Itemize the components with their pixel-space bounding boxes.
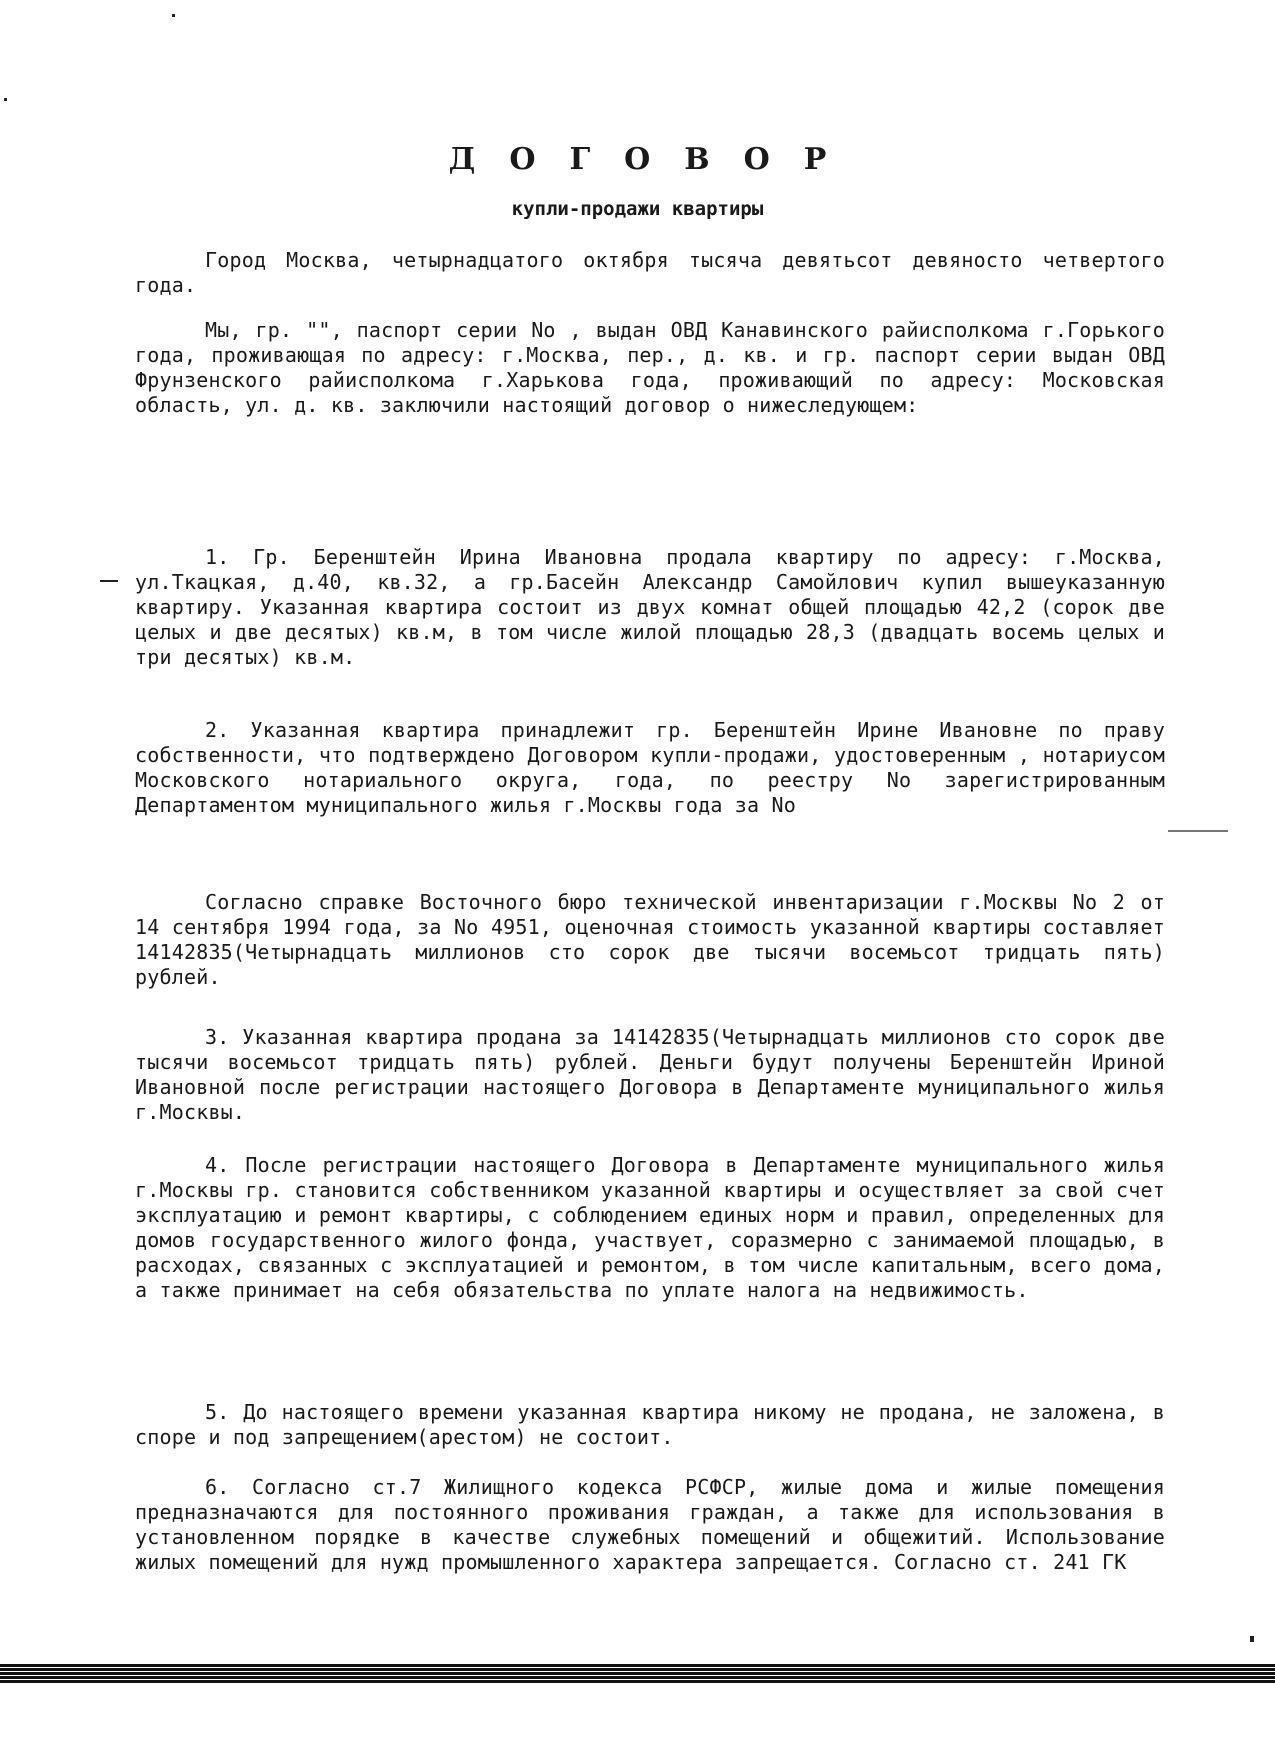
scan-speck	[172, 14, 175, 17]
paragraph-place-date: Город Москва, четырнадцатого октября тысяча девятьсот девяносто четвертого года.	[135, 248, 1165, 297]
paragraph-6-housing-code: 6. Согласно ст.7 Жилищного кодекса РСФСР, жилые дома и жилые помещения предназначаются для постоянного проживания граждан, а также для использования в установленном порядке в качестве служебных помещений и общежитий. Использование жилых помещений для нужд промышленного характера запрещается. Согласно ст. 241 ГК	[135, 1475, 1165, 1574]
paragraph-parties: Мы, гр. "", паспорт серии No , выдан ОВД Канавинского райисполкома г.Горького года, проживающая по адресу: г.Москва, пер., д. кв. и гр. паспорт серии выдан ОВД Фрунзенского райисполкома г.Харькова года, проживающий по адресу: Московская область, ул. д. кв. заключили настоящий договор о нижеследующем:	[135, 318, 1165, 417]
paragraph-1-sale: 1. Гр. Беренштейн Ирина Ивановна продала квартиру по адресу: г.Москва, ул.Ткацкая, д.40, кв.32, а гр.Басейн Александр Самойлович купил вышеуказанную квартиру. Указанная квартира состоит из двух комнат общей площадью 42,2 (сорок две целых и две десятых) кв.м, в том числе жилой площадью 28,3 (двадцать восемь целых и три десятых) кв.м.	[135, 545, 1165, 669]
scan-speck	[1250, 1636, 1254, 1642]
scan-speck	[1168, 830, 1228, 832]
document-subtitle: купли-продажи квартиры	[511, 198, 764, 220]
scan-speck	[100, 580, 118, 582]
scan-edge-bar	[0, 1664, 1275, 1684]
document-title: ДОГОВОР	[448, 142, 861, 177]
paragraph-5-encumbrance: 5. До настоящего времени указанная квартира никому не продана, не заложена, в споре и под запрещением(арестом) не состоит.	[135, 1400, 1165, 1449]
paragraph-valuation: Согласно справке Восточного бюро технической инвентаризации г.Москвы No 2 от 14 сентября 1994 года, за No 4951, оценочная стоимость указанной квартиры составляет 14142835(Четырнадцать миллионов сто сорок две тысячи восемьсот тридцать пять) рублей.	[135, 890, 1165, 989]
paragraph-4-obligations: 4. После регистрации настоящего Договора в Департаменте муниципального жилья г.Москвы гр. становится собственником указанной квартиры и осуществляет за свой счет эксплуатацию и ремонт квартиры, с соблюдением единых норм и правил, определенных для домов государственного жилого фонда, участвует, соразмерно с занимаемой площадью, в расходах, связанных с эксплуатацией и ремонтом, в том числе капитальным, всего дома, а также принимает на себя обязательства по уплате налога на недвижимость.	[135, 1153, 1165, 1302]
paragraph-3-price: 3. Указанная квартира продана за 14142835(Четырнадцать миллионов сто сорок две тысячи восемьсот тридцать пять) рублей. Деньги будут получены Беренштейн Ириной Ивановной после регистрации настоящего Договора в Департаменте муниципального жилья г.Москвы.	[135, 1025, 1165, 1124]
scan-speck	[4, 98, 7, 101]
paragraph-2-ownership: 2. Указанная квартира принадлежит гр. Беренштейн Ирине Ивановне по праву собственности, что подтверждено Договором купли-продажи, удостоверенным , нотариусом Московского нотариального округа, года, по реестру No зарегистрированным Департаментом муниципального жилья г.Москвы года за No	[135, 718, 1165, 817]
